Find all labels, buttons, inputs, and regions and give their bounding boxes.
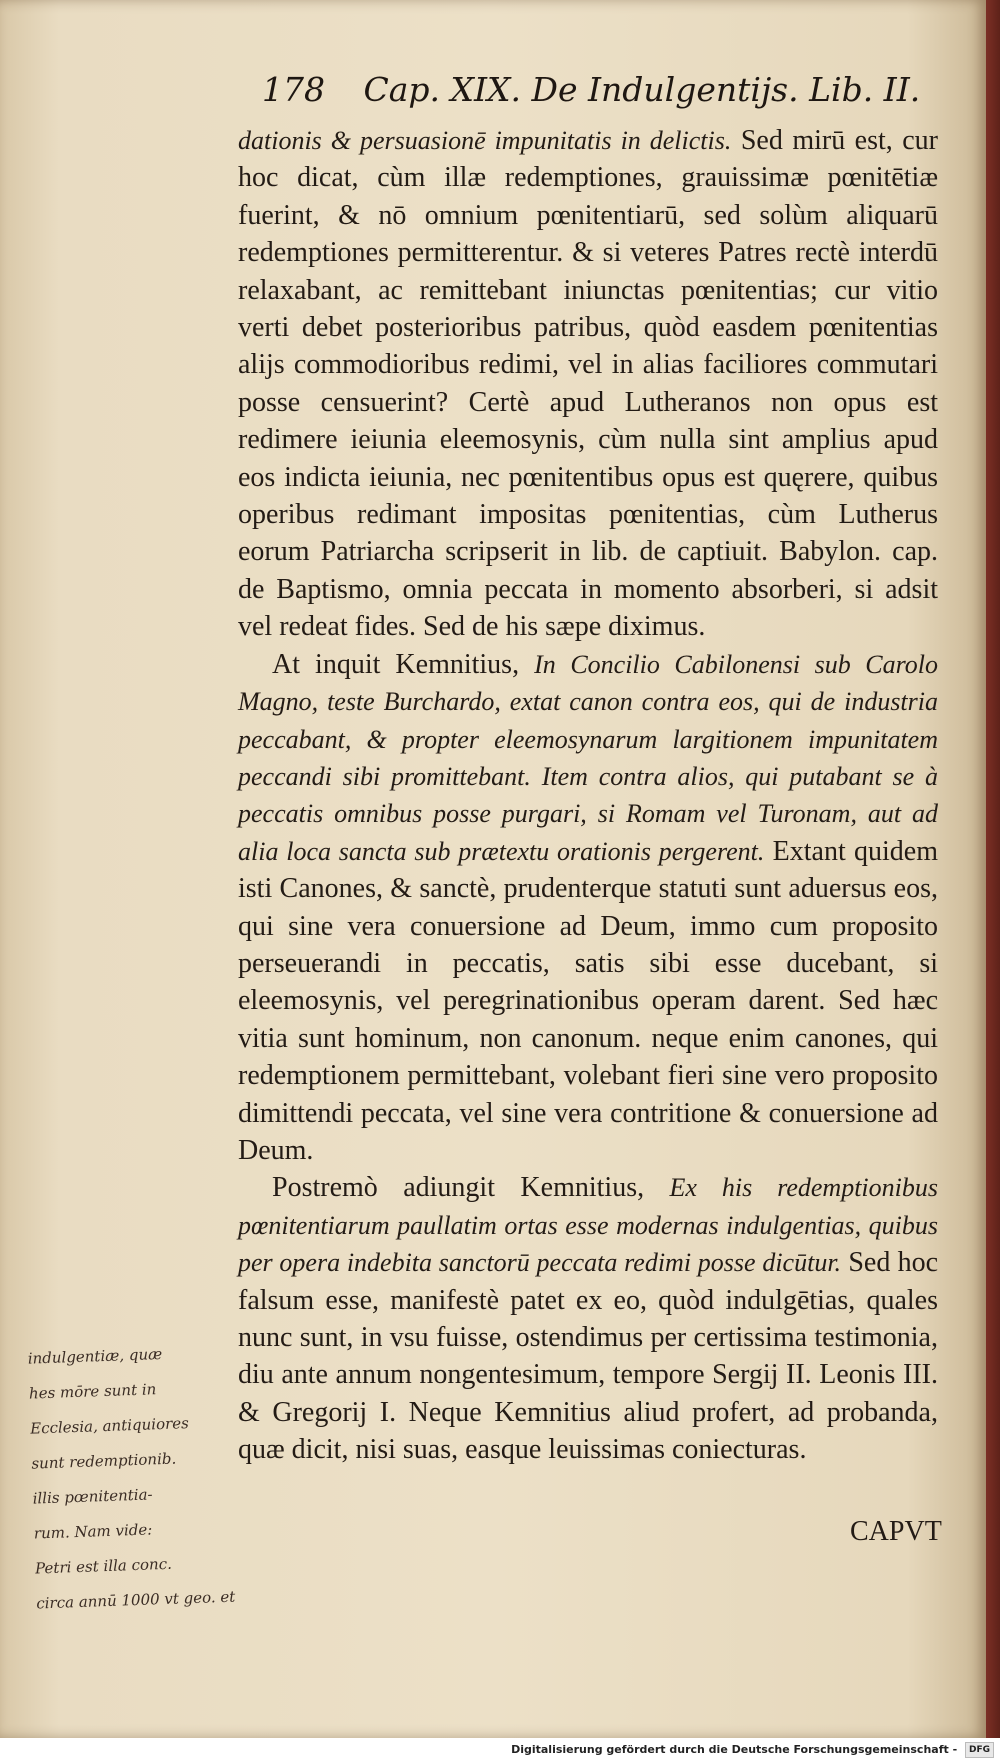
- text-run: Extant quidem isti Canones, & sanctè, prudenterque statuti sunt aduersus eos, qui sine vera conuersione ad Deum, immo cum proposito perseuerandi in peccatis, satis sibi esse ducebant, si eleemosynis, vel peregrinationibus operam darent. Sed hæc vitia sunt hominum, non canonum. neque enim canones, qui redemptionem permittebant, volebant fieri sine vero proposito dimittendi peccata, vel sine vera contritione & conuersione ad Deum.: [238, 835, 938, 1166]
- paragraph-2: [238, 646, 938, 1170]
- digitization-footer: [0, 1738, 1000, 1761]
- note-line: indulgentiæ, quæ: [27, 1344, 163, 1368]
- dfg-logo: DFG: [965, 1742, 994, 1758]
- note-line: circa annū 1000 vt geo. et: [36, 1587, 236, 1613]
- note-line: rum. Nam vide:: [33, 1520, 153, 1543]
- note-line: Petri est illa conc.: [34, 1554, 173, 1578]
- note-line: hes mōre sunt in: [28, 1380, 157, 1403]
- text-run: Postremò adiungit Kemnitius,: [272, 1172, 670, 1204]
- text-run: Sed mirū est, cur hoc dicat, cùm illæ redemptiones, grauissimæ pœnitētiæ fuerint, & nō omnium pœnitentiarū, sed solùm aliquarū redemptiones permitterentur. & si veteres Patres rectè interdū relaxabant, ac remittebant iniunctas pœnitentias; cur vitio verti debet posterioribus patribus, quòd easdem pœnitentias alijs commodioribus redimi, vel in alias faciliores commutari posse censuerint? Certè apud Lutheranos non opus est redimere ieiunia eleemosynis, cùm nulla sint amplius apud eos indicta ieiunia, nec pœnitentibus opus est quęrere, quibus operibus redimant impositas pœnitentias, cùm Lutherus eorum Patriarcha scripserit in lib. de captiuit. Babylon. cap. de Baptismo, omnia peccata in momento absorberi, si adsit vel redeat fides. Sed de his sæpe diximus.: [238, 125, 939, 643]
- book-edge: [986, 0, 1000, 1738]
- page-number: 178: [262, 70, 325, 109]
- catchword: CAPVT: [850, 1516, 942, 1547]
- body-text: [238, 122, 938, 1469]
- handwritten-margin-note: [27, 1335, 242, 1622]
- running-title: Cap. XIX. De Indulgentijs. Lib. II.: [363, 70, 921, 109]
- footer-credit: Digitalisierung gefördert durch die Deutsche Forschungsgemeinschaft -: [511, 1743, 958, 1756]
- italic-quote: dationis & persuasionē impunitatis in delictis.: [238, 126, 732, 155]
- running-header: [262, 70, 921, 109]
- note-line: illis pœnitentia-: [32, 1485, 153, 1508]
- note-line: sunt redemptionib.: [31, 1449, 177, 1473]
- italic-quote: In Concilio Cabilonensi sub Carolo Magno, teste Burchardo, extat canon contra eos, qui de industria peccabant, & propter eleemosynarum largitionem impunitatem peccandi sibi promittebant. Item contra alios, qui putabant se à peccatis omnibus posse purgari, si Romam vel Turonam, aut ad alia loca sancta sub prætextu orationis pergerent.: [238, 649, 939, 866]
- text-run: At inquit Kemnitius,: [272, 648, 535, 680]
- paragraph-3: [238, 1169, 938, 1468]
- note-line: Ecclesia, antiquiores: [29, 1414, 190, 1438]
- text-run: Sed hoc falsum esse, manifestè patet ex eo, quòd indulgētias, quales nunc sunt, in vsu fuisse, ostendimus per certissima testimonia, diu ante annum nongentesimum, tempore Sergij II. Leonis III. & Gregorij I. Neque Kemnitius aliud profert, ad probanda, quæ dicit, nisi suas, easque leuissimas coniecturas.: [238, 1247, 938, 1466]
- italic-quote: Ex his redemptionibus pœnitentiarum paullatim ortas esse modernas indulgentias, quibus per opera indebita sanctorū peccata redimi posse dicūtur.: [238, 1173, 938, 1278]
- paragraph-1: [238, 122, 938, 646]
